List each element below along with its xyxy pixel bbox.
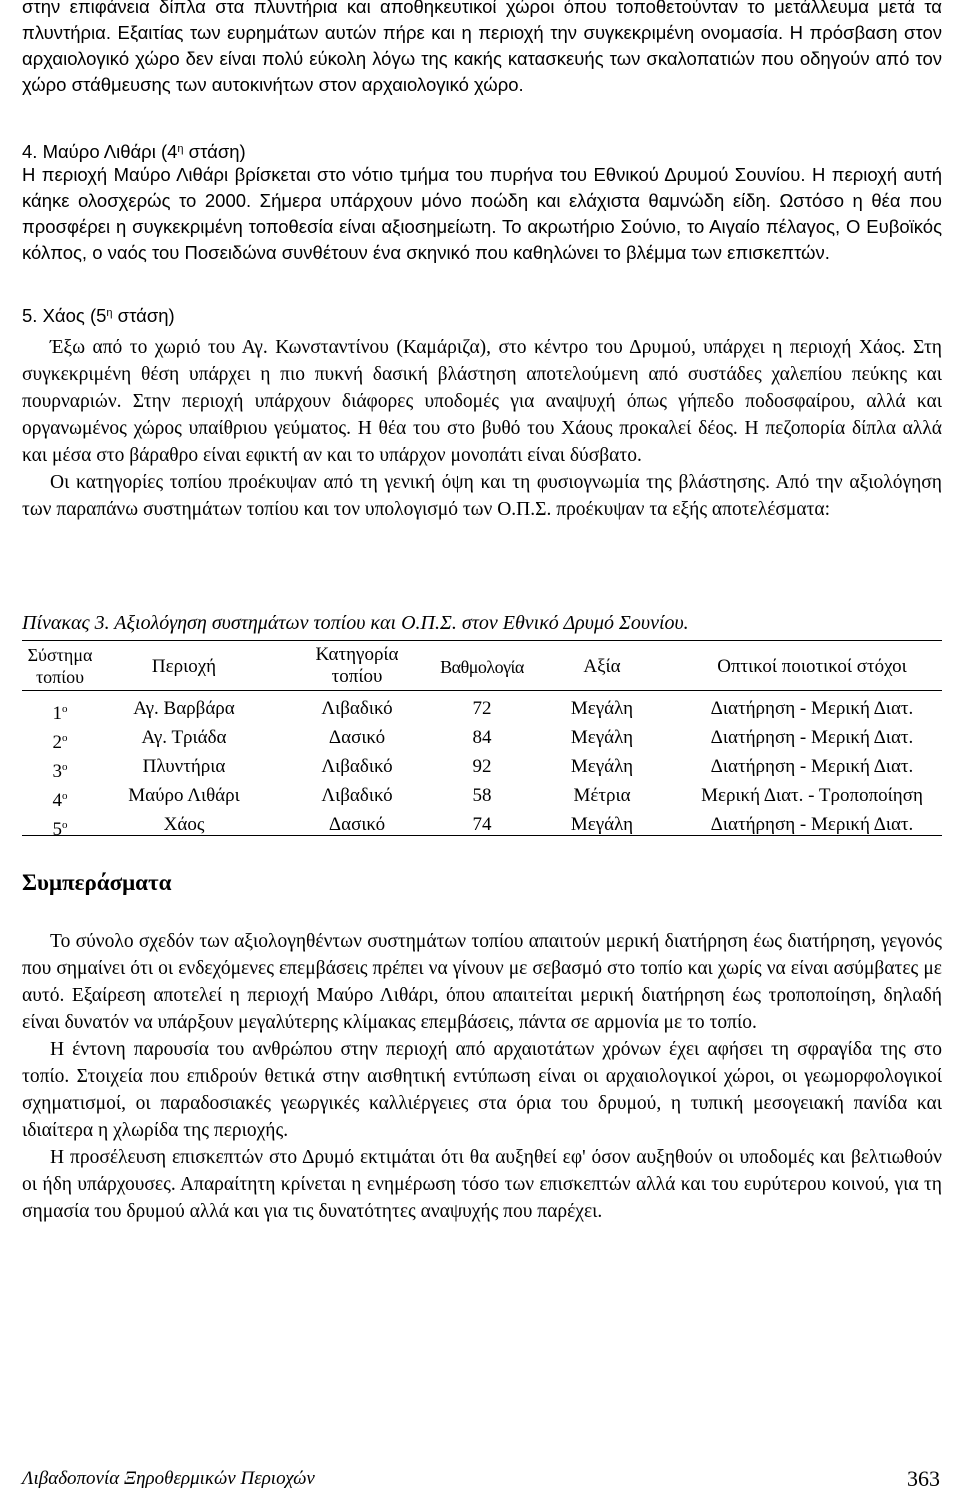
conclusion-paragraph-3: Η προσέλευση επισκεπτών στο Δρυμό εκτιμάται ότι θα αυξηθεί εφ' όσον αυξηθούν οι υποδομές και βελτιωθούν οι ήδη υπάρχουσες. Απαραίτητη κρίνεται η ενημέρωση τόσο των επισκεπτών αλλά και του ευρύτερου κοινού, για τη σημασία του δρυμού αλλά και για τις δυνατότητες αναψυχής που παρέχει. <box>22 1147 942 1222</box>
row-system-ordinal: ο <box>62 761 68 773</box>
row-system-digit: 3 <box>52 761 62 782</box>
section-heading-4-sup: η <box>177 143 184 155</box>
footer-title: Λιβαδοπονία Ξηροθερμικών Περιοχών <box>22 1468 315 1489</box>
section-heading-5-sup: η <box>106 307 113 319</box>
row-system-number <box>22 785 98 812</box>
paragraph-chaos: Έξω από το χωριό του Αγ. Κωνσταντίνου (Καμάριζα), στο κέντρο του Δρυμού, υπάρχει η περιοχή Χάος. Στη συγκεκριμένη θέση υπάρχει η πιο πυκνή δασική βλάστηση αποτελούμενη από συστάδες χαλεπίου πεύκης και πουρναριών. Στην περιοχή υπάρχουν διάφορες υποδομές για αναψυχή όπως γήπεδο ποδοσφαίρου, αλλά και οργανωμένος χώρος υπαίθριου γεύματος. Η θέα του στο βυθό του Χάους προκαλεί δέος. Η πεζοπορία δίπλα αλλά και μέσα στο βάραθρο είναι εφικτή αν και το υπάρχον μονοπάτι είναι δύσβατο. <box>22 337 942 466</box>
paragraph-intro: στην επιφάνεια δίπλα στα πλυντήρια και αποθηκευτικοί χώροι όπου τοποθετούνταν το μετάλλευμα μετά τα πλυντήρια. Εξαιτίας των ευρημάτων αυτών πήρε και η περιοχή την συγκεκριμένη ονομασία. Η πρόσβαση στον αρχαιολογικό χώρο δεν είναι πολύ εύκολη λόγω της κακής κατασκευής των σκαλοπατιών που οδηγούν από τον χώρο στάθμευσης των αυτοκινήτων στον αρχαιολογικό χώρο. <box>22 0 942 95</box>
row-category: Λιβαδικό <box>321 756 393 777</box>
row-system-number <box>22 814 98 841</box>
row-score: 84 <box>472 727 492 748</box>
header-category <box>292 644 422 688</box>
row-goal: Διατήρηση - Μερική Διατ. <box>710 727 914 748</box>
paragraph-categories: Οι κατηγορίες τοπίου προέκυψαν από τη γενική όψη και τη φυσιογνωμία της βλάστησης. Από την αξιολόγηση των παραπάνω συστημάτων τοπίου και τον υπολογισμό των Ο.Π.Σ. προέκυψαν τα εξής αποτελέσματα: <box>22 472 942 520</box>
section-5-body <box>22 334 942 523</box>
row-category: Λιβαδικό <box>321 698 393 719</box>
row-value: Μεγάλη <box>570 727 634 748</box>
section-heading-4-tail: στάση) <box>183 141 246 162</box>
paragraph-mavro-lithari: Η περιοχή Μαύρο Λιθάρι βρίσκεται στο νότιο τμήμα του πυρήνα του Εθνικού Δρυμού Σουνίου. Η περιοχή αυτή κάηκε ολοσχερώς το 2000. Σήμερα υπάρχουν μόνο ποώδη και ελάχιστα θαμνώδη είδη. Ωστόσο η θέα που προσφέρει η συγκεκριμένη τοποθεσία είναι αξιοσημείωτη. Το ακρωτήριο Σούνιο, το Αιγαίο πέλαγος, Ο Ευβοϊκός κόλπος, ο ναός του Ποσειδώνα συνθέτουν ένα σκηνικό που καθηλώνει το βλέμμα των επισκεπτών. <box>22 164 942 263</box>
row-area: Αγ. Βαρβάρα <box>133 698 235 719</box>
conclusions-body <box>22 928 942 1225</box>
section-heading-4-text: 4. Μαύρο Λιθάρι (4 <box>22 141 178 162</box>
table-top-rule <box>22 640 942 641</box>
conclusion-paragraph-1: Το σύνολο σχεδόν των αξιολογηθέντων συστημάτων τοπίου απαιτούν μερική διατήρηση έως διατήρηση, γεγονός που σημαίνει ότι οι ενδεχόμενες επεμβάσεις πρέπει να γίνουν με σεβασμό στο τοπίο και χωρίς να είναι ασύμβατες με αυτό. Εξαίρεση αποτελεί η περιοχή Μαύρο Λιθάρι, όπου απαιτείται μερική διατήρηση έως τροποποίηση, δηλαδή είναι δυνατόν να υπάρξουν μεγαλύτερης κλίμακας επεμβάσεις, πάντα σε αρμονία με το τοπίο. <box>22 931 942 1033</box>
row-system-number <box>22 727 98 754</box>
conclusion-paragraph-2: Η έντονη παρουσία του ανθρώπου στην περιοχή από αρχαιοτάτων χρόνων έχει αφήσει τη σφραγίδα της στο τοπίο. Στοιχεία που επιδρούν θετικά στην αισθητική εντύπωση είναι οι αρχαιολογικοί χώροι, οι γεωμορφολογικοί σχηματισμοί, οι παραδοσιακές γεωργικές καλλιέργειες στα όρια του δρυμού, η τυπική μεσογειακή πανίδα και ιδιαίτερα η χλωρίδα της περιοχής. <box>22 1039 942 1141</box>
row-goal: Διατήρηση - Μερική Διατ. <box>710 756 914 777</box>
section-heading-5-text: 5. Χάος (5 <box>22 305 107 326</box>
row-system-ordinal: ο <box>62 703 68 715</box>
row-system-number <box>22 756 98 783</box>
header-score: Βαθμολογία <box>440 657 524 677</box>
header-system <box>22 644 98 688</box>
header-area: Περιοχή <box>151 656 217 677</box>
row-value: Μεγάλη <box>570 814 634 835</box>
header-category-line1: Κατηγορία <box>315 644 399 665</box>
row-area: Αγ. Τριάδα <box>141 727 227 748</box>
row-score: 72 <box>472 698 492 719</box>
row-score: 92 <box>472 756 492 777</box>
row-category: Λιβαδικό <box>321 785 393 806</box>
header-system-line2: τοπίου <box>35 667 85 687</box>
row-system-number <box>22 698 98 725</box>
row-system-digit: 2 <box>52 732 62 753</box>
row-value: Μεγάλη <box>570 698 634 719</box>
row-category: Δασικό <box>328 727 386 748</box>
row-system-ordinal: ο <box>62 819 68 831</box>
row-score: 74 <box>472 814 492 835</box>
row-goal: Διατήρηση - Μερική Διατ. <box>710 698 914 719</box>
header-value: Αξία <box>583 656 621 677</box>
header-category-line2: τοπίου <box>331 666 383 687</box>
row-area: Πλυντήρια <box>142 756 226 777</box>
conclusions-heading: Συμπεράσματα <box>22 870 172 895</box>
row-score: 58 <box>472 785 492 806</box>
row-goal: Μερική Διατ. - Τροποποίηση <box>701 785 923 806</box>
row-area: Μαύρο Λιθάρι <box>128 785 240 806</box>
header-goals: Οπτικοί ποιοτικοί στόχοι <box>717 656 907 677</box>
row-area: Χάος <box>163 814 205 835</box>
row-system-digit: 4 <box>52 790 62 811</box>
row-system-ordinal: ο <box>62 790 68 802</box>
row-system-digit: 5 <box>52 819 62 840</box>
row-goal: Διατήρηση - Μερική Διατ. <box>710 814 914 835</box>
section-heading-4 <box>22 136 246 165</box>
row-value: Μέτρια <box>573 785 631 806</box>
row-value: Μεγάλη <box>570 756 634 777</box>
section-heading-5 <box>22 300 175 329</box>
table-header-rule <box>22 690 942 691</box>
header-system-line1: Σύστημα <box>27 645 93 665</box>
section-heading-5-tail: στάση) <box>112 305 175 326</box>
table-caption: Πίνακας 3. Αξιολόγηση συστημάτων τοπίου και Ο.Π.Σ. στον Εθνικό Δρυμό Σουνίου. <box>22 612 689 634</box>
row-system-digit: 1 <box>52 703 62 724</box>
row-category: Δασικό <box>328 814 386 835</box>
page-number: 363 <box>907 1466 940 1491</box>
row-system-ordinal: ο <box>62 732 68 744</box>
